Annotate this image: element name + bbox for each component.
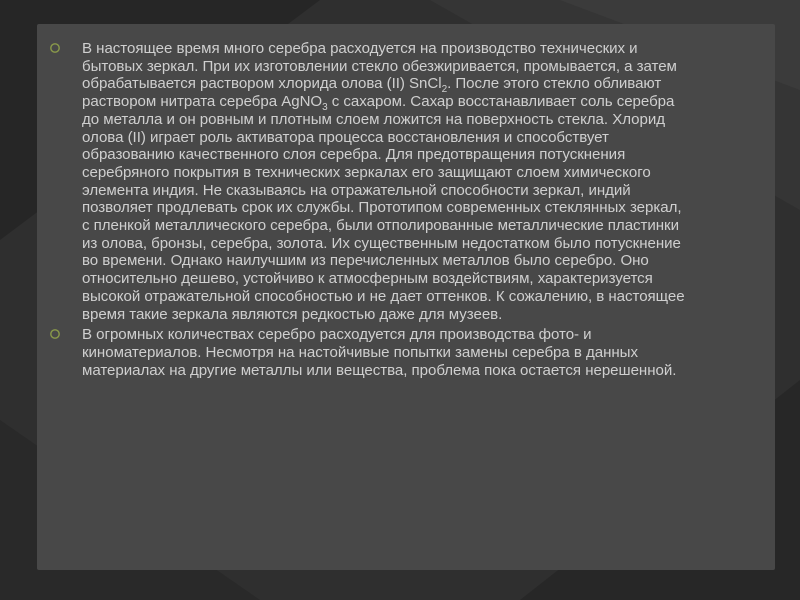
bullet-text-mirrors — [82, 40, 686, 323]
text-part: с сахаром. Сахар восстанавливает соль серебра до металла и он ровным и плотным слоем ложится на поверхность стекла. Хлорид олова (II) играет роль активатора процесса восстановления и способствует образованию качественного слоя серебра. Для предотвращения потускнения серебряного покрытия в технических зеркалах его защищают слоем химического элемента индия. Не сказываясь на отражательной способности зеркал, индий позволяет продлевать срок их службы. Прототипом современных стеклянных зеркал, с пленкой металлического серебра, были отполированные металлические пластинки из олова, бронзы, серебра, золота. Их существенным недостатком было потускнение во времени. Однако наилучшим из перечисленных металлов было серебро. Оно относительно дешево, устойчиво к атмосферным воздействиям, характеризуется высокой отражательной способностью и не дает оттенков. К сожалению, в настоящее время такие зеркала являются редкостью даже для музеев. — [82, 93, 685, 323]
hollow-circle-bullet-icon — [49, 328, 61, 340]
hollow-circle-bullet-icon — [49, 42, 61, 54]
bullet-item-photo — [46, 326, 686, 379]
subscript: 3 — [322, 102, 328, 114]
subscript: 2 — [441, 84, 448, 96]
bullet-list — [46, 40, 686, 382]
text-part: В настоящее время много серебра расходуется на производство технических и бытовых зеркал. При их изготовлении стекло обезжиривается, промывается, а затем обрабатывается раствором хлорида олова (II) SnCl — [82, 40, 677, 93]
text-part: . После этого стекло обливают раствором нитрата серебра AgNO — [82, 75, 662, 111]
bullet-item-mirrors — [46, 40, 686, 323]
bullet-text-photo: В огромных количествах серебро расходуется для производства фото- и киноматериалов. Несмотря на настойчивые попытки замены серебра в данных материалах на другие металлы или вещества, проблема пока остается нерешенной. — [82, 326, 677, 379]
